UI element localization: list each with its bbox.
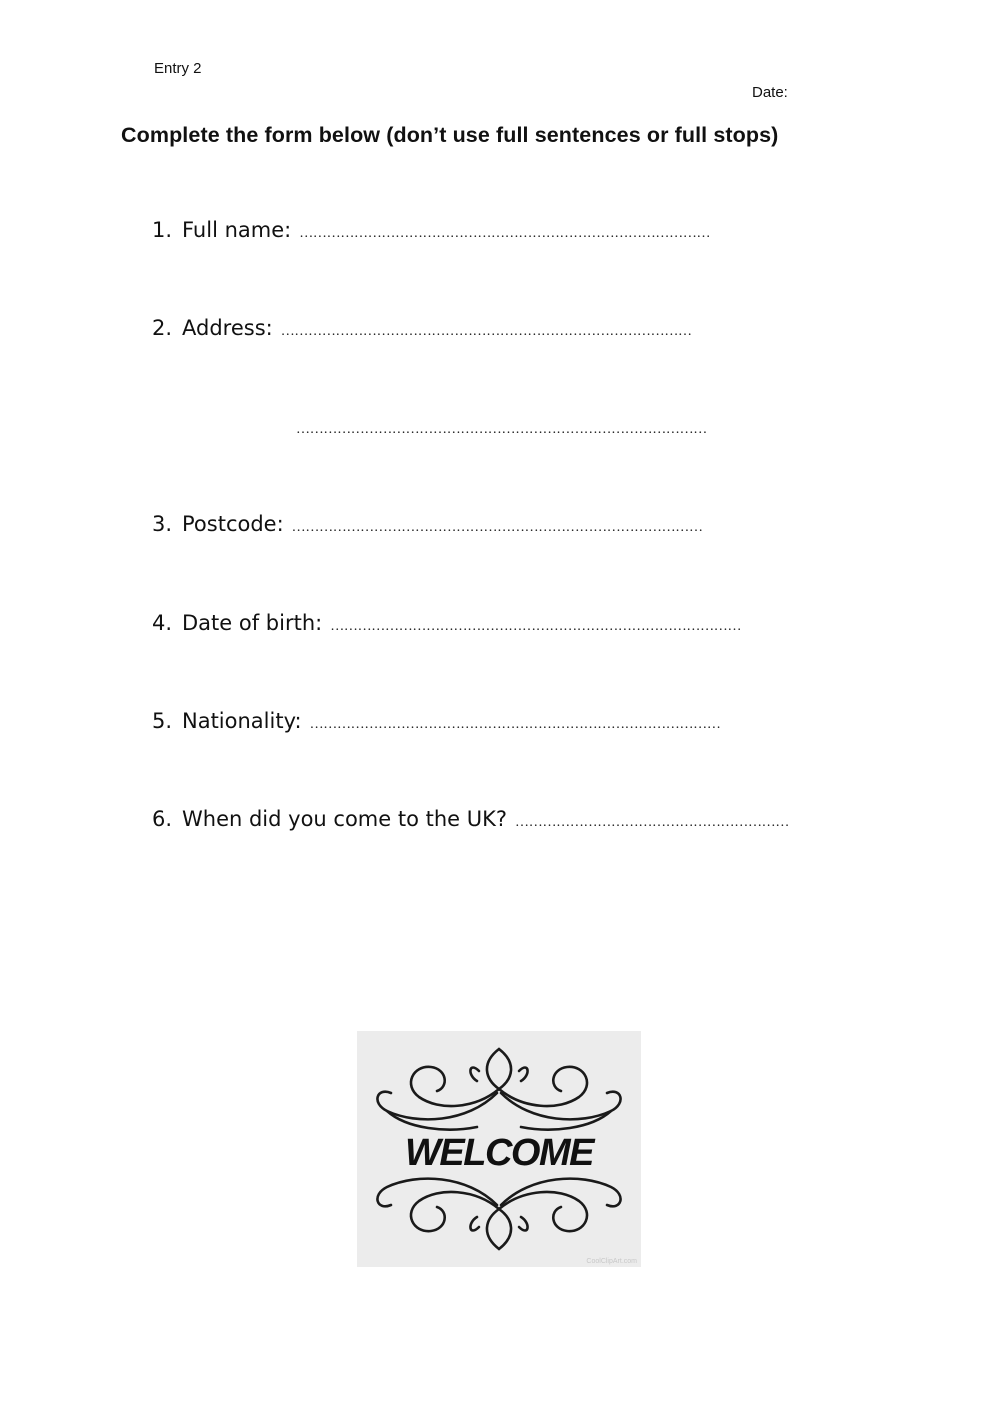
question-number: 6. xyxy=(152,807,173,831)
question-number: 2. xyxy=(152,316,173,340)
question-label: Postcode: xyxy=(182,512,284,536)
question-postcode xyxy=(152,512,703,536)
answer-line[interactable]: ……………………………………………………………………………… xyxy=(309,717,721,732)
answer-line[interactable]: …………………………………………………… xyxy=(515,815,790,830)
question-address xyxy=(152,316,692,340)
answer-line[interactable]: ……………………………………………………………………………… xyxy=(299,226,711,241)
question-label: Full name: xyxy=(182,218,292,242)
answer-line[interactable]: ……………………………………………………………………………… xyxy=(330,619,742,634)
flourish-ornament xyxy=(357,1031,641,1267)
question-number: 1. xyxy=(152,218,173,242)
welcome-text: WELCOME xyxy=(405,1132,593,1174)
question-full-name xyxy=(152,218,710,242)
question-label: Date of birth: xyxy=(182,611,323,635)
question-nationality xyxy=(152,709,721,733)
answer-line[interactable]: ……………………………………………………………………………… xyxy=(291,520,703,535)
question-date-of-birth xyxy=(152,611,741,635)
answer-line[interactable]: ……………………………………………………………………………… xyxy=(280,324,692,339)
address-second-line[interactable]: ……………………………………………………………………………… xyxy=(296,422,708,437)
question-label: When did you come to the UK? xyxy=(182,807,508,831)
level-label: Entry 2 xyxy=(154,60,202,77)
question-label: Address: xyxy=(182,316,273,340)
date-label: Date: xyxy=(752,84,788,101)
question-arrival-uk xyxy=(152,807,789,831)
question-number: 5. xyxy=(152,709,173,733)
question-number: 3. xyxy=(152,512,173,536)
page-title: Complete the form below (don’t use full sentences or full stops) xyxy=(121,123,779,147)
welcome-image xyxy=(357,1031,641,1267)
image-watermark: CoolClipArt.com xyxy=(586,1258,637,1265)
question-label: Nationality: xyxy=(182,709,302,733)
question-number: 4. xyxy=(152,611,173,635)
